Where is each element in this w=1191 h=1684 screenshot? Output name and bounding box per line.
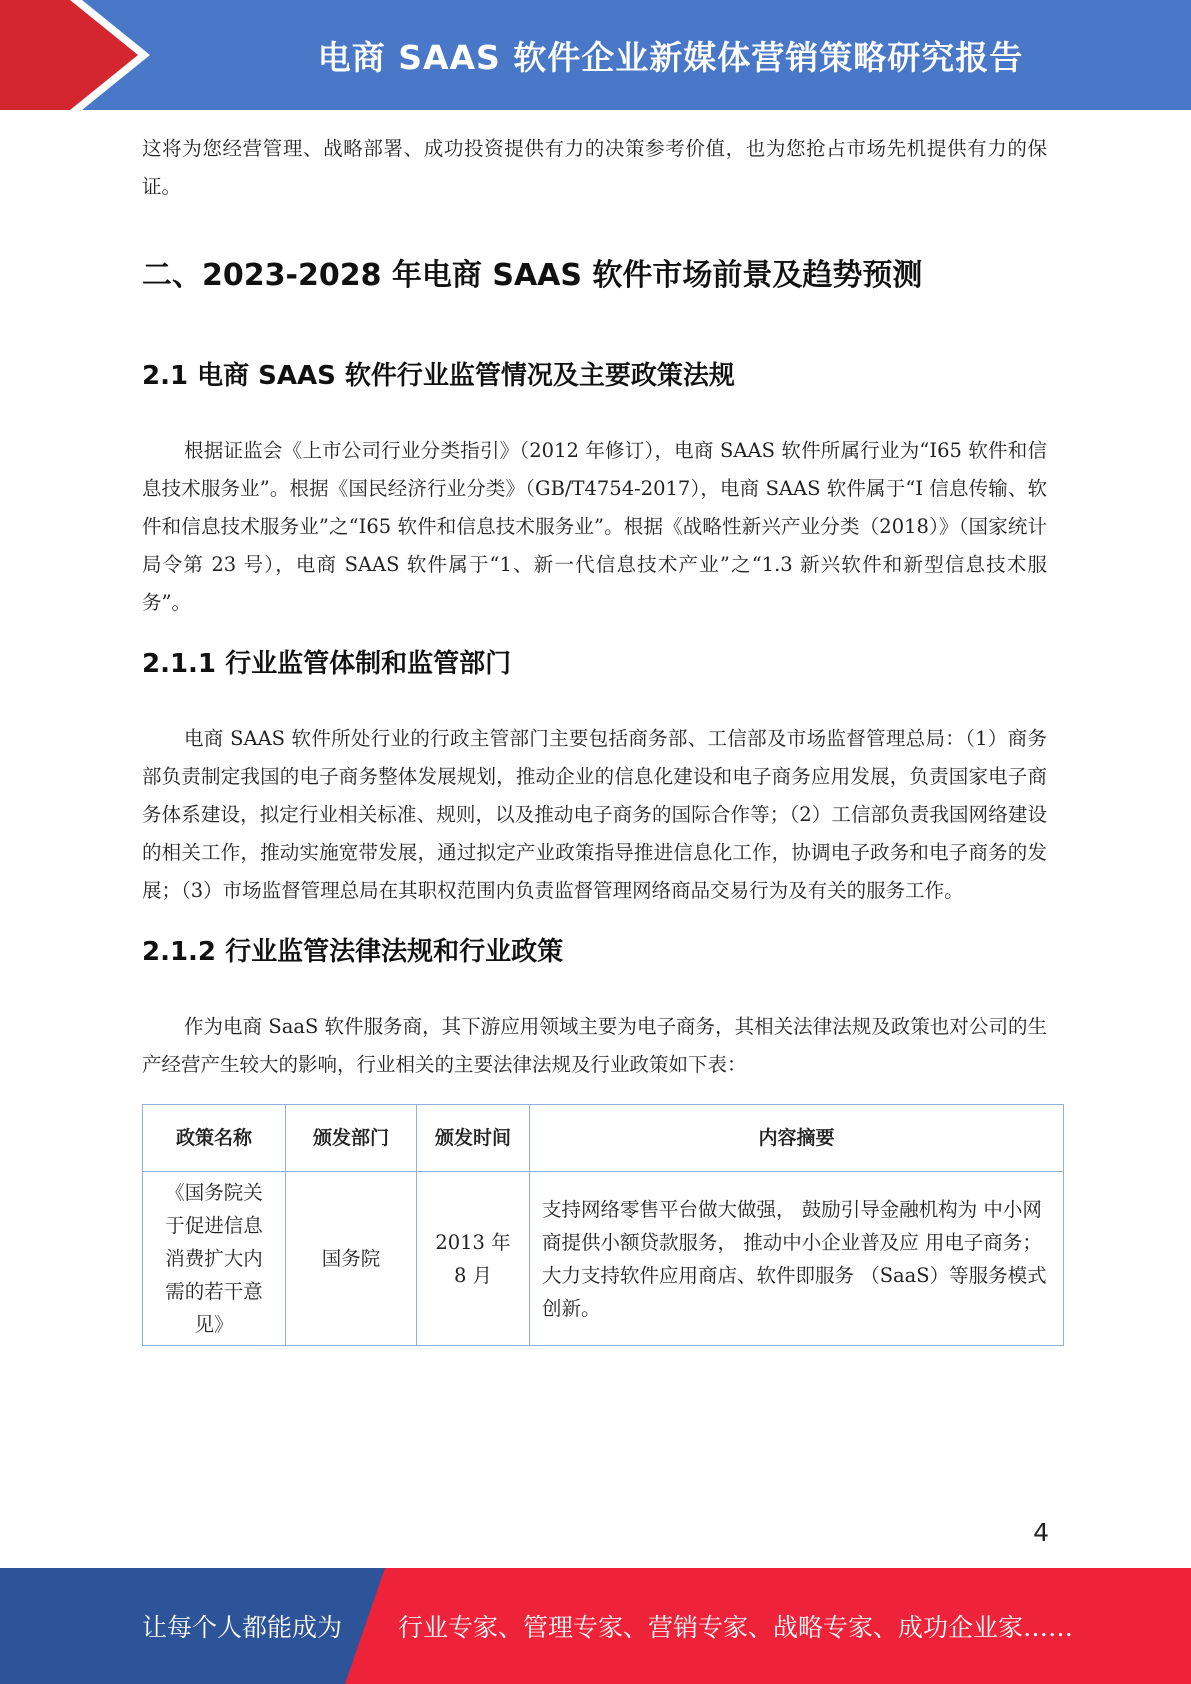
section-2-heading: 二、2023-2028 年电商 SAAS 软件市场前景及趋势预测 — [142, 258, 923, 293]
document-body — [142, 130, 1047, 1346]
column-header-department: 颁发部门 — [286, 1105, 417, 1172]
report-title: 电商 SAAS 软件企业新媒体营销策略研究报告 — [317, 37, 1024, 77]
policy-table — [142, 1104, 1064, 1346]
header-bar — [0, 0, 1191, 110]
table-header-row — [143, 1105, 1064, 1172]
section-2-1-2-paragraph: 作为电商 SaaS 软件服务商，其下游应用领域主要为电子商务，其相关法律法规及政策也对公司的生产经营产生较大的影响，行业相关的主要法律法规及行业政策如下表： — [142, 1015, 1047, 1076]
column-header-policy-name: 政策名称 — [143, 1105, 286, 1172]
intro-paragraph: 这将为您经营管理、战略部署、成功投资提供有力的决策参考价值，也为您抢占市场先机提供有力的保证。 — [142, 137, 1047, 198]
table-row — [143, 1172, 1064, 1346]
footer-slogan-left: 让每个人都能成为 — [142, 1613, 343, 1642]
section-2-1-2-heading: 2.1.2 行业监管法律法规和行业政策 — [142, 937, 564, 967]
section-2-1-paragraph: 根据证监会《上市公司行业分类指引》（2012 年修订），电商 SAAS 软件所属行业为“I65 软件和信息技术服务业”。根据《国民经济行业分类》（GB/T4754-2017），电商 SAAS 软件属于“I 信息传输、软件和信息技术服务业”之“I65 软件和信息技术服务业”。根据《战略性新兴产业分类（2018）》（国家统计局令第 23 号），电商 SAAS 软件属于“1、新一代信息技术产业”之“1.3 新兴软件和新型信息技术服务”。 — [142, 439, 1047, 614]
section-2-1-1-heading: 2.1.1 行业监管体制和监管部门 — [142, 649, 512, 679]
cell-summary: 支持网络零售平台做大做强， 鼓励引导金融机构为 中小网商提供小额贷款服务， 推动中小企业普及应 用电子商务；大力支持软件应用商店、软件即服务 （SaaS）等服务模式创新。 — [530, 1172, 1064, 1346]
footer-slogan-right: 行业专家、管理专家、营销专家、战略专家、成功企业家…… — [398, 1613, 1074, 1642]
cell-department: 国务院 — [286, 1172, 417, 1346]
cell-date: 2013 年 8 月 — [417, 1172, 530, 1346]
column-header-date: 颁发时间 — [417, 1105, 530, 1172]
section-2-1-1-paragraph: 电商 SAAS 软件所处行业的行政主管部门主要包括商务部、工信部及市场监督管理总局：（1）商务部负责制定我国的电子商务整体发展规划，推动企业的信息化建设和电子商务应用发展，负责国家电子商务体系建设，拟定行业相关标准、规则，以及推动电子商务的国际合作等；（2）工信部负责我国网络建设的相关工作，推动实施宽带发展，通过拟定产业政策指导推进信息化工作，协调电子政务和电子商务的发展；（3）市场监督管理总局在其职权范围内负责监督管理网络商品交易行为及有关的服务工作。 — [142, 727, 1047, 902]
footer-bar — [0, 1568, 1191, 1684]
page-number: 4 — [1033, 1518, 1049, 1547]
column-header-summary: 内容摘要 — [530, 1105, 1064, 1172]
header-arrow-decoration — [0, 0, 150, 110]
cell-policy-name: 《国务院关于促进信息消费扩大内需的若干意见》 — [143, 1172, 286, 1346]
section-2-1-heading: 2.1 电商 SAAS 软件行业监管情况及主要政策法规 — [142, 361, 735, 391]
